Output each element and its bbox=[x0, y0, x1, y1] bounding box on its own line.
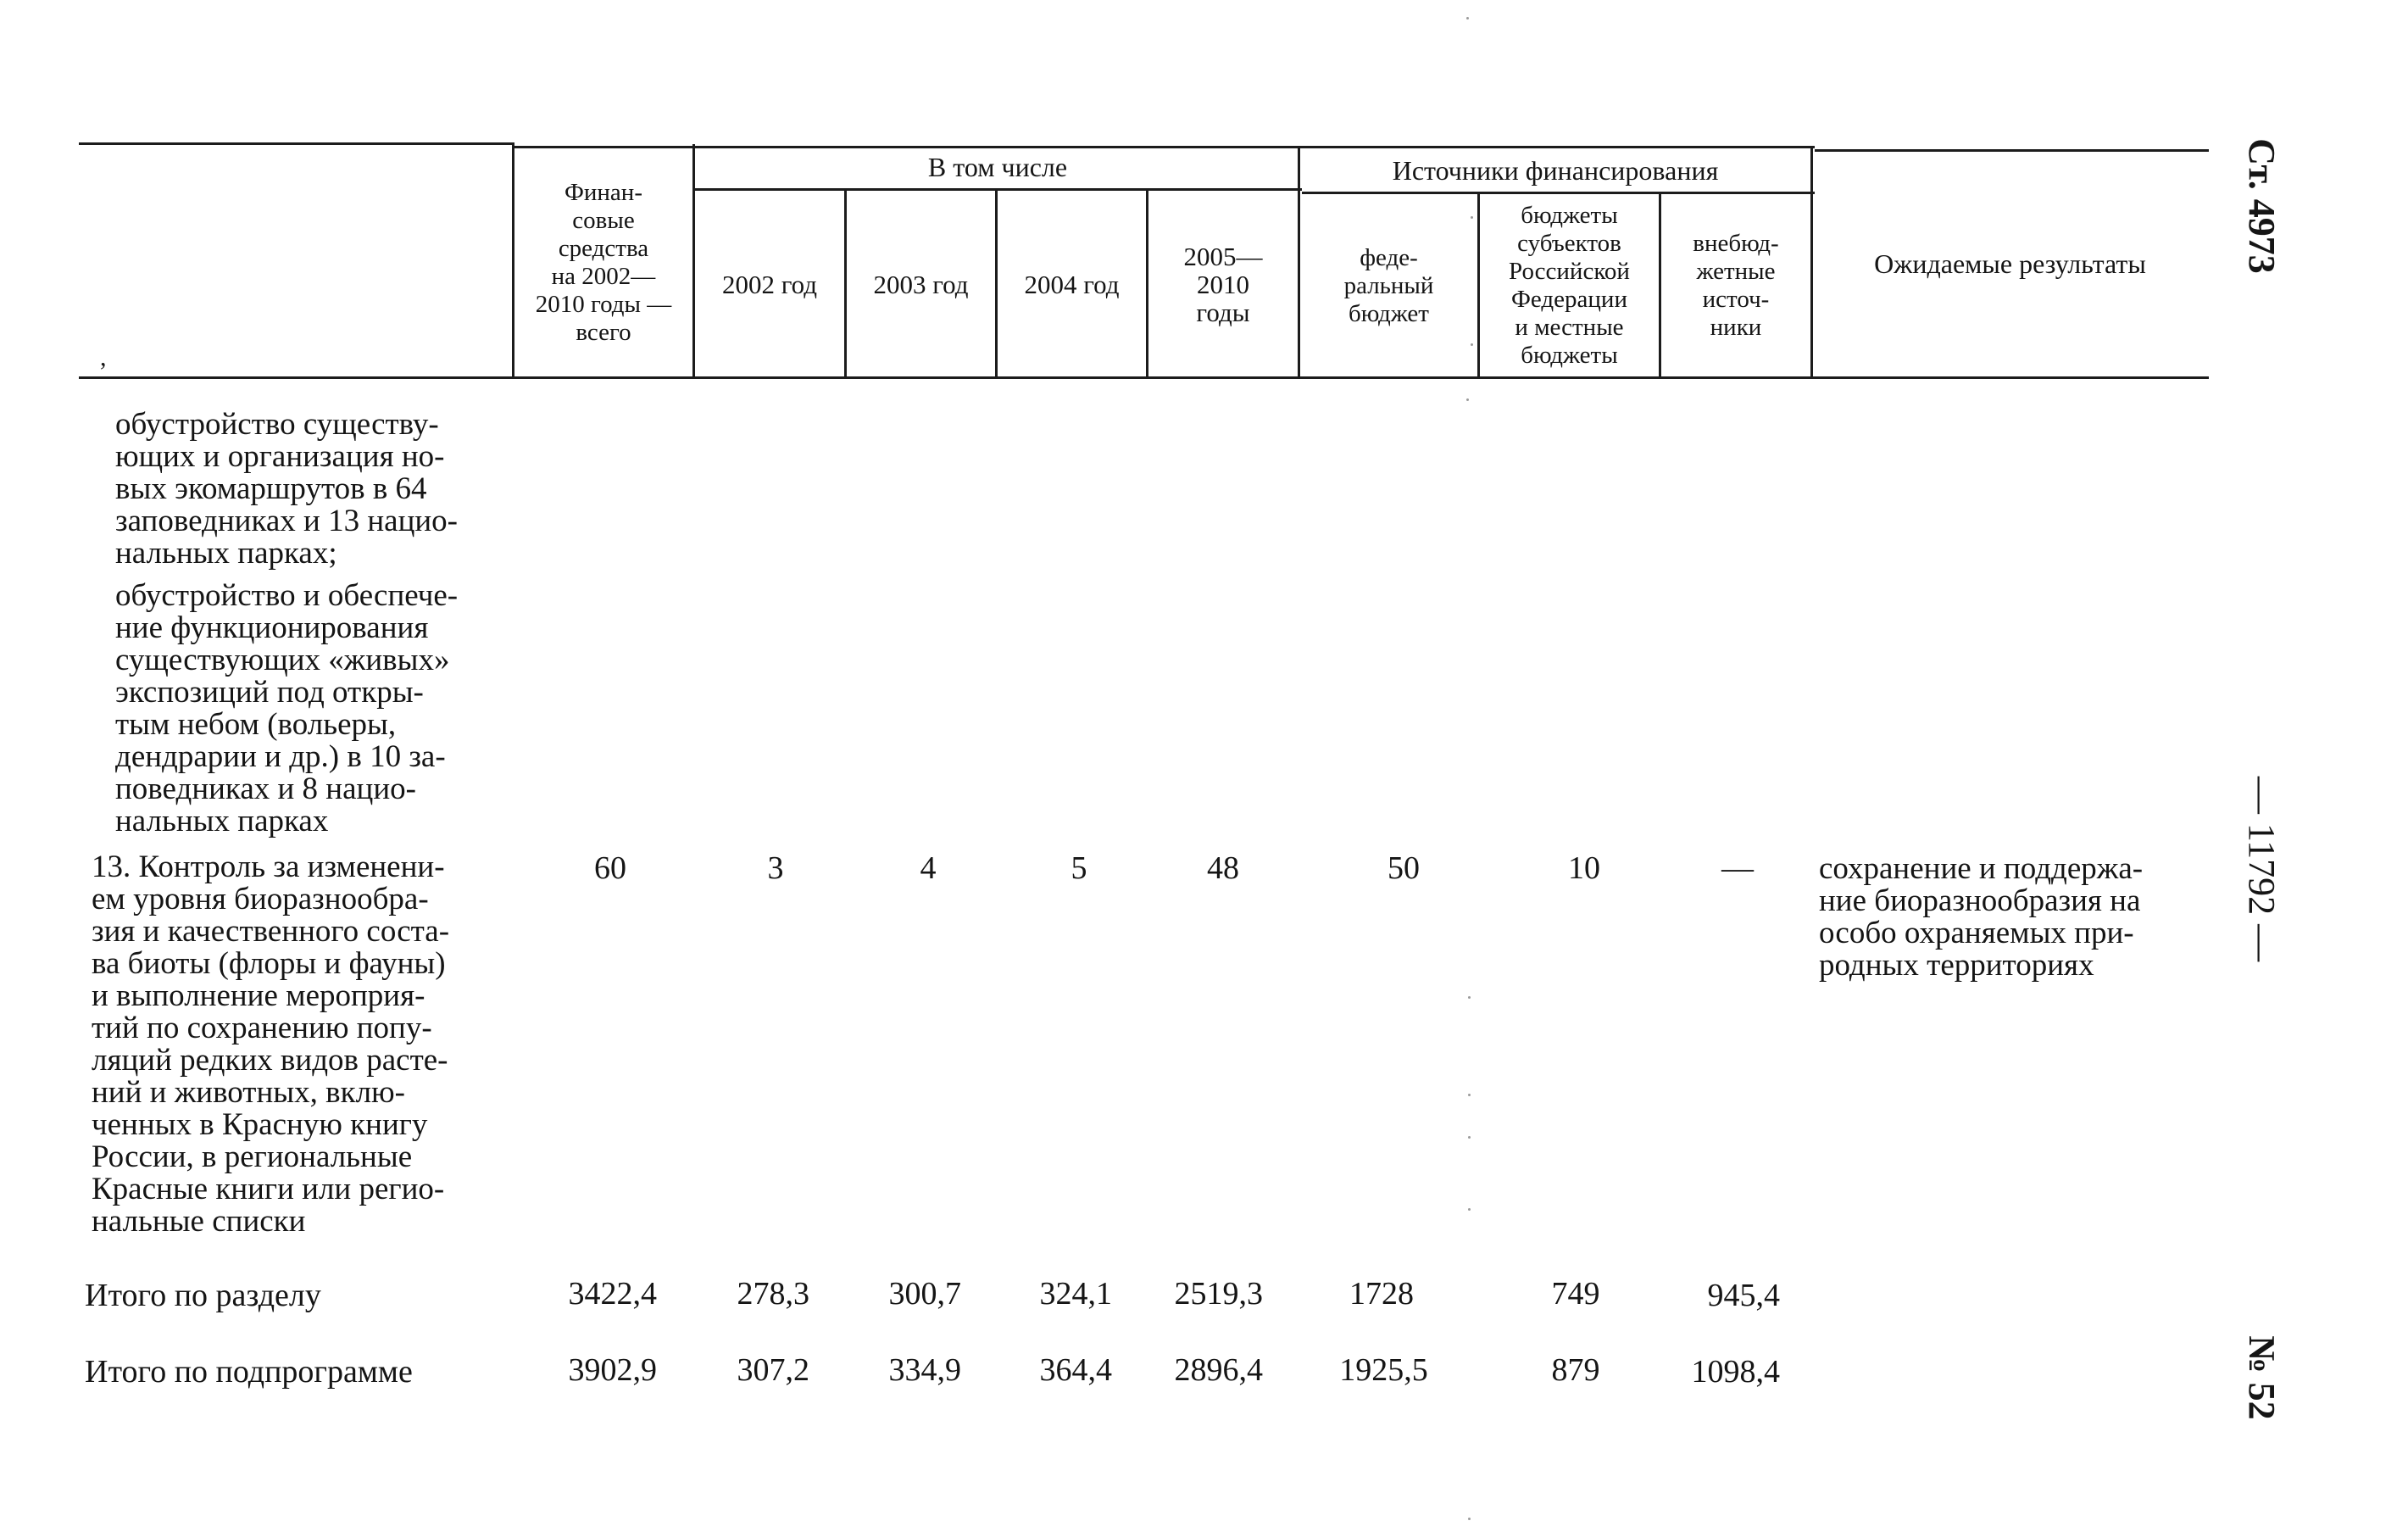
scan-speck bbox=[1471, 343, 1473, 346]
header-year-2003: 2003 год bbox=[873, 269, 969, 299]
total-subprogram-funds-total: 3902,9 bbox=[568, 1352, 657, 1388]
total-section-label: Итого по разделу bbox=[85, 1278, 321, 1313]
total-section-2002: 278,3 bbox=[737, 1276, 809, 1312]
total-subprogram-offbudget: 1098,4 bbox=[1691, 1354, 1780, 1390]
header-year-2005-2010: 2005— 2010 годы bbox=[1183, 241, 1263, 327]
item-13-expected-result: сохранение и поддержа- ние биоразнообразия на особо охраняемых при- родных территориях bbox=[1819, 851, 2144, 983]
scan-speck bbox=[1466, 17, 1469, 19]
header-sources-group: Источники финансирования bbox=[1392, 154, 1719, 186]
total-section-regional: 749 bbox=[1551, 1276, 1600, 1312]
header-including-group: В том числе bbox=[927, 152, 1068, 182]
header-year-2004: 2004 год bbox=[1024, 269, 1120, 299]
item-13-regional: 10 bbox=[1568, 850, 1600, 886]
total-section-2004: 324,1 bbox=[1039, 1276, 1112, 1312]
total-section-funds-total: 3422,4 bbox=[568, 1276, 657, 1312]
issue-number: № 52 bbox=[2241, 1335, 2283, 1420]
item-13-2004: 5 bbox=[1071, 850, 1087, 886]
document-number: — 11792 — bbox=[2241, 776, 2283, 962]
table-top-rule bbox=[79, 142, 514, 145]
total-subprogram-2003: 334,9 bbox=[888, 1352, 961, 1388]
header-source-offbudget: внебюд- жетные источ- ники bbox=[1693, 230, 1779, 341]
scan-speck bbox=[1468, 1136, 1471, 1139]
total-section-2005-2010: 2519,3 bbox=[1174, 1276, 1263, 1312]
group-subrule bbox=[693, 188, 1302, 191]
group-subrule bbox=[1302, 192, 1815, 194]
header-source-regional: бюджеты субъектов Российской Федерации и местные бюджеты bbox=[1509, 202, 1630, 369]
item-13-2005-2010: 48 bbox=[1207, 850, 1239, 886]
scan-speck bbox=[1468, 1208, 1471, 1211]
item-13-federal: 50 bbox=[1388, 850, 1420, 886]
total-section-2003: 300,7 bbox=[888, 1276, 961, 1312]
item-13-funds-total: 60 bbox=[594, 850, 626, 886]
header-funds-total: Финан- совые средства на 2002— 2010 годы — всего bbox=[535, 179, 672, 346]
scan-speck bbox=[1466, 398, 1469, 401]
item-13-offbudget: — bbox=[1721, 850, 1754, 886]
total-section-federal: 1728 bbox=[1349, 1276, 1414, 1312]
header-bottom-rule bbox=[79, 376, 2209, 379]
page-label: Ст. 4973 bbox=[2241, 138, 2283, 274]
header-expected-results: Ожидаемые результаты bbox=[1874, 248, 2146, 279]
header-year-2002: 2002 год bbox=[721, 269, 818, 299]
scan-speck bbox=[1468, 1518, 1471, 1520]
total-subprogram-2004: 364,4 bbox=[1039, 1352, 1112, 1388]
total-subprogram-label: Итого по подпрограмме bbox=[85, 1354, 413, 1390]
scan-speck bbox=[1468, 1094, 1471, 1096]
total-section-offbudget: 945,4 bbox=[1707, 1278, 1780, 1313]
continuation-item-exhibits: обустройство и обеспече- ние функционирования существующих «живых» экспозиций под откры- тым небом (вольеры, дендрарии и др.) в 10 за- поведниках и 8 нацио- нальных парках bbox=[115, 578, 459, 838]
item-13-2002: 3 bbox=[767, 850, 784, 886]
total-subprogram-regional: 879 bbox=[1551, 1352, 1600, 1388]
first-col-mark: , bbox=[100, 343, 107, 371]
continuation-item-ecoroutes: обустройство существу- ющих и организация но- вых экомаршрутов в 64 заповедниках и 13 нацио- нальных парках; bbox=[115, 407, 459, 571]
item-13-2003: 4 bbox=[920, 850, 937, 886]
header-source-federal: феде- ральный бюджет bbox=[1343, 243, 1434, 327]
scan-speck bbox=[1471, 216, 1473, 219]
scan-speck bbox=[1468, 996, 1471, 999]
total-subprogram-2005-2010: 2896,4 bbox=[1174, 1352, 1263, 1388]
total-subprogram-federal: 1925,5 bbox=[1339, 1352, 1428, 1388]
total-subprogram-2002: 307,2 bbox=[737, 1352, 809, 1388]
item-13-description: 13. Контроль за изменени- ем уровня биоразнообра- зия и качественного соста- ва биоты (флоры и фауны) и выполнение мероприя- тий по сохранению попу- ляций редких видов расте- ний и животных, вклю- ченных в Красную книгу России, в региональные Красные книги или регио- нальные списки bbox=[92, 850, 450, 1239]
